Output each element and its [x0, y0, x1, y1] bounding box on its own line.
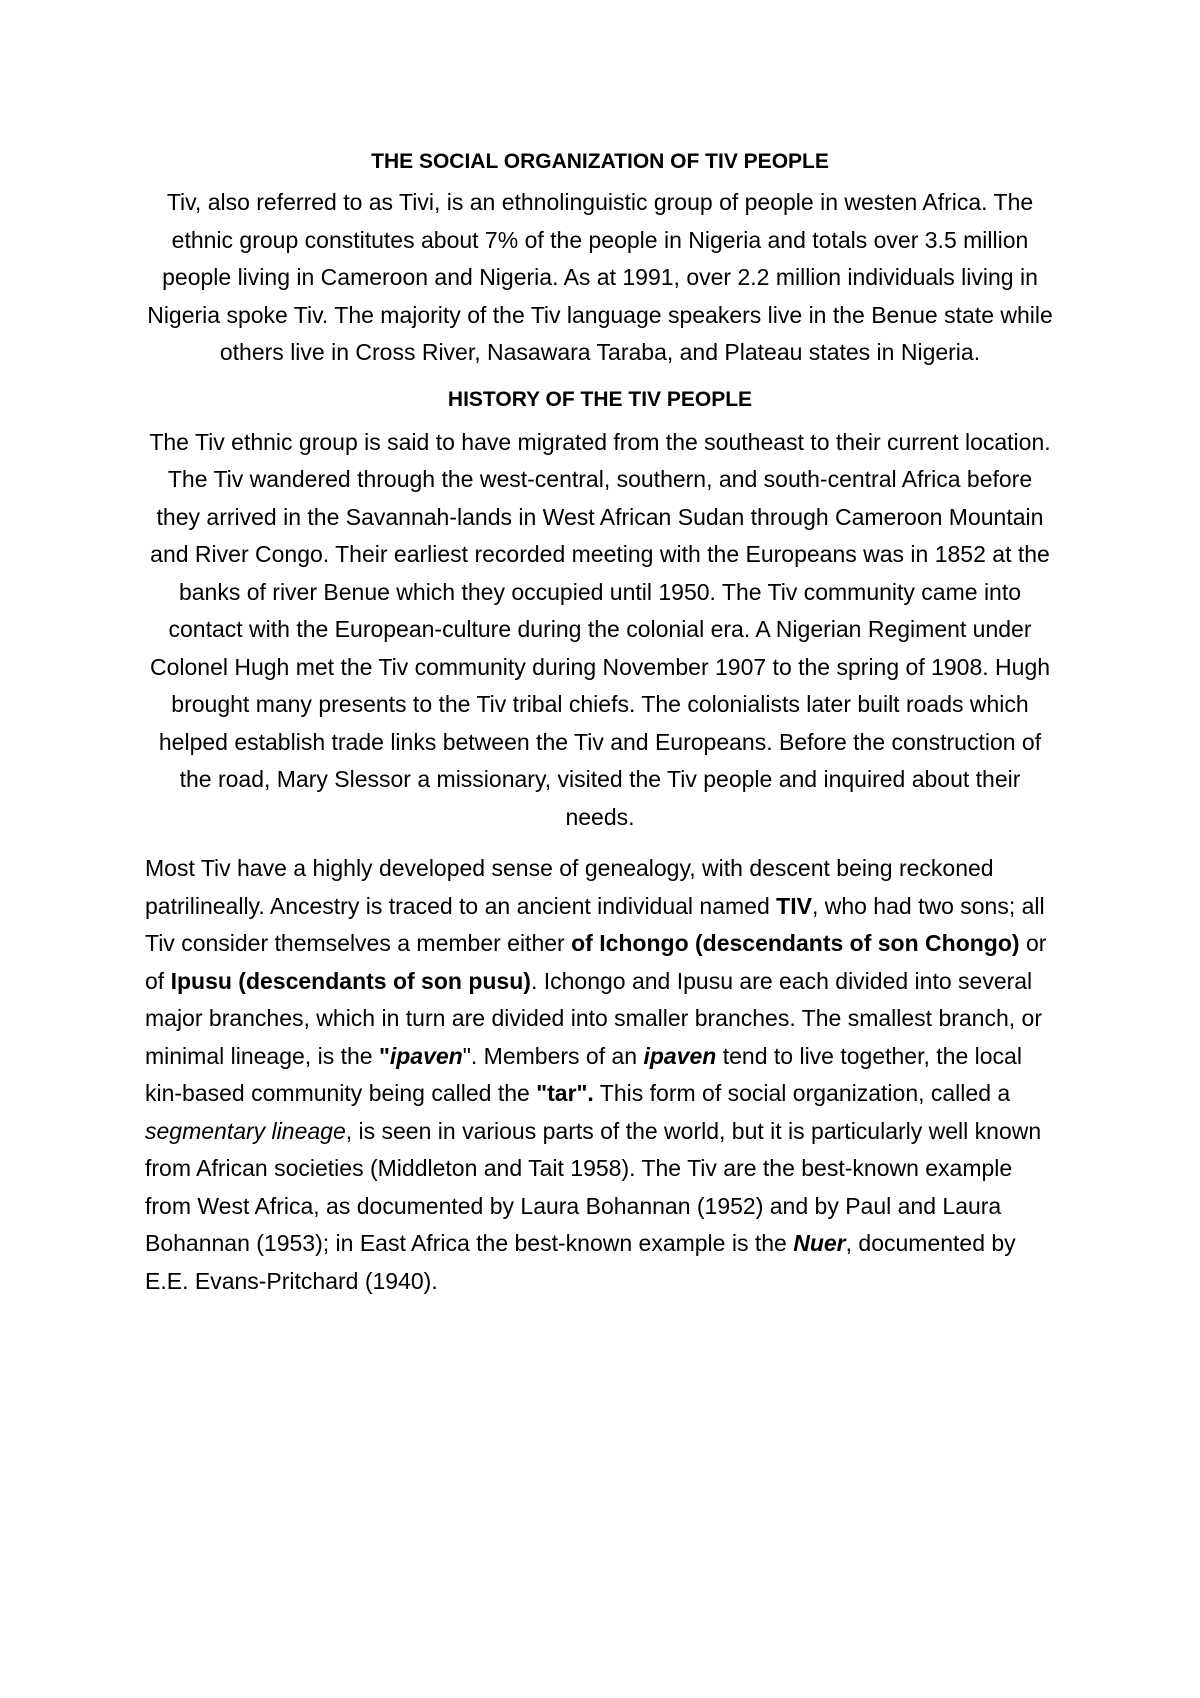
quote-open-bold: "	[378, 1042, 390, 1069]
ipusu-bold: Ipusu (descendants of son pusu)	[170, 967, 531, 994]
genealogy-text-7: This form of social organization, called a	[593, 1080, 1011, 1106]
genealogy-text-2: , who had two sons; all Tiv consider themselves a member either	[145, 892, 1045, 956]
document-title: THE SOCIAL ORGANIZATION OF TIV PEOPLE	[371, 150, 829, 173]
genealogy-paragraph	[145, 850, 1055, 1300]
ipaven-term-2: ipaven	[643, 1042, 717, 1069]
ichongo-bold: of Ichongo (descendants of son Chongo)	[571, 930, 1020, 956]
document-page	[145, 148, 1055, 1314]
history-heading: HISTORY OF THE TIV PEOPLE	[447, 387, 753, 411]
nuer-term: Nuer	[793, 1230, 846, 1256]
segmentary-lineage-term: segmentary lineage	[145, 1117, 346, 1144]
ipaven-term-1: ipaven	[389, 1042, 463, 1069]
genealogy-text-6: tend to live together, the local kin-based community being called the	[145, 1042, 1022, 1106]
genealogy-text-1: Most Tiv have a highly developed sense of genealogy, with descent being reckoned patrilineally. Ancestry is traced to an ancient individual named	[145, 855, 994, 919]
tar-term-bold: "tar".	[536, 1080, 594, 1106]
history-paragraph: The Tiv ethnic group is said to have migrated from the southeast to their current location. The Tiv wandered through the west-central, southern, and south-central Africa before they arrived in the Savannah-lands in West African Sudan through Cameroon Mountain and River Congo. Their earliest recorded meeting with the Europeans was in 1852 at the banks of river Benue which they occupied until 1950. The Tiv community came into contact with the European-culture during the colonial era. A Nigerian Regiment under Colonel Hugh met the Tiv community during November 1907 to the spring of 1908. Hugh brought many presents to the Tiv tribal chiefs. The colonialists later built roads which helped establish trade links between the Tiv and Europeans. Before the construction of the road, Mary Slessor a missionary, visited the Tiv people and inquired about their needs.	[149, 428, 1051, 830]
intro-paragraph: Tiv, also referred to as Tivi, is an ethnolinguistic group of people in westen Africa. The ethnic group constitutes about 7% of the people in Nigeria and totals over 3.5 million people living in Cameroon and Nigeria. As at 1991, over 2.2 million individuals living in Nigeria spoke Tiv. The majority of the Tiv language speakers live in the Benue state while others live in Cross River, Nasawara Taraba, and Plateau states in Nigeria.	[147, 189, 1053, 365]
genealogy-text-5: ". Members of an	[462, 1042, 644, 1069]
genealogy-text-3: or of	[145, 930, 1047, 994]
genealogy-text-8: , is seen in various parts of the world, but it is particularly well known from African societies (Middleton and Tait 1958). The Tiv are the best-known example from West Africa, as documented by Laura Bohannan (1952) and by Paul and Laura Bohannan (1953); in East Africa the best-known example is the	[145, 1117, 1042, 1256]
tiv-name-bold: TIV	[776, 892, 812, 919]
genealogy-text-4: . Ichongo and Ipusu are each divided into several major branches, which in turn are divided into smaller branches. The smallest branch, or minimal lineage, is the	[145, 967, 1042, 1069]
genealogy-text-9: , documented by E.E. Evans-Pritchard (1940).	[145, 1230, 1016, 1294]
